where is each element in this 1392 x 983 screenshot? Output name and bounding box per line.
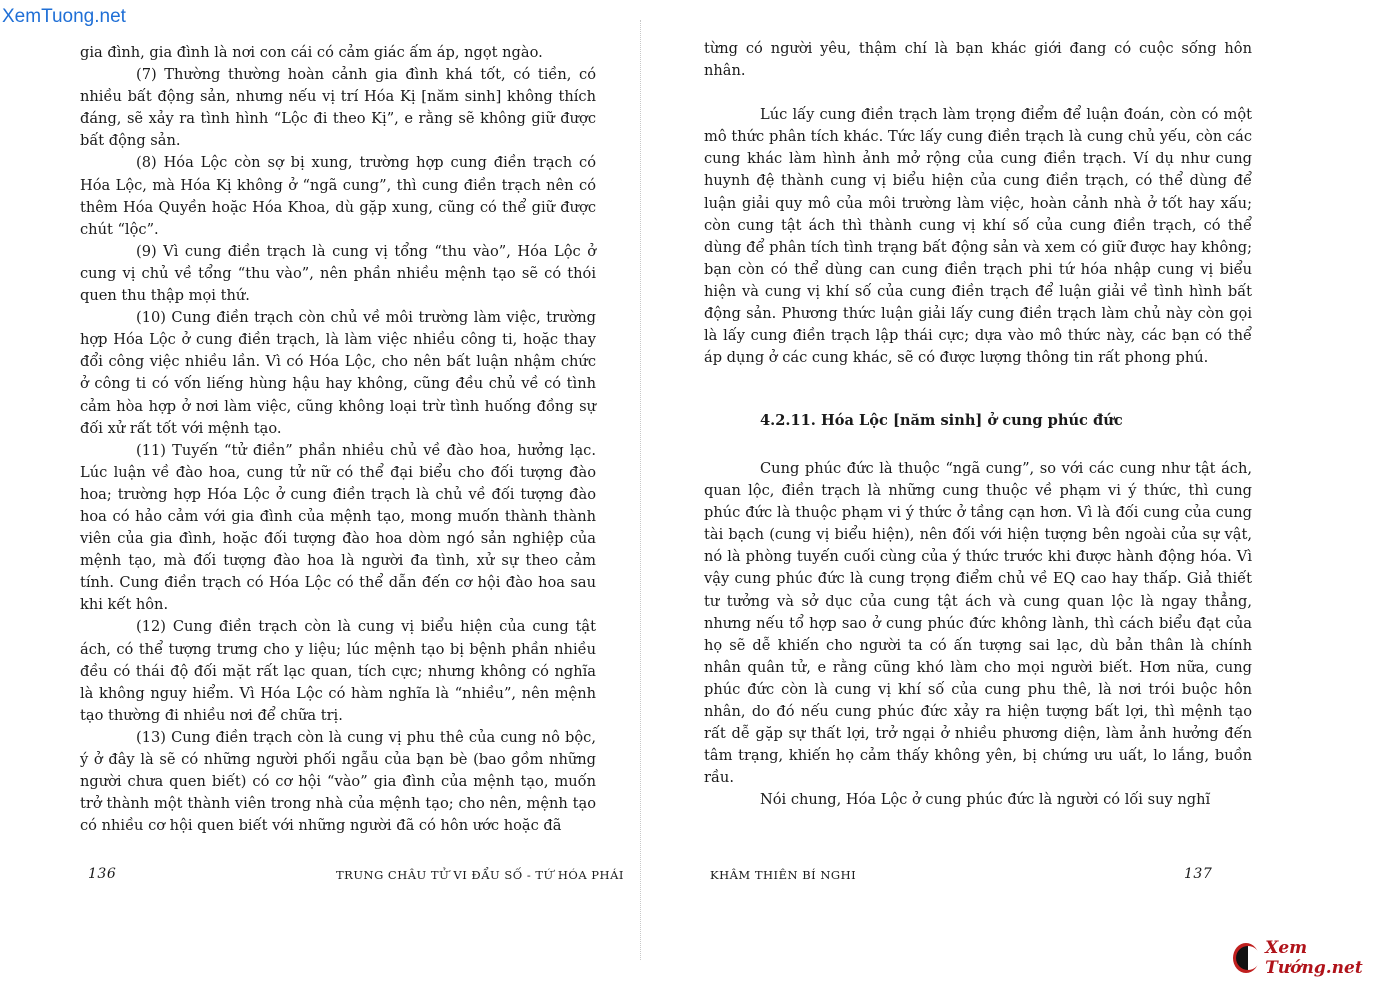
paragraph: từng có người yêu, thậm chí là bạn khác giới đang có cuộc sống hôn nhân. <box>704 40 1252 80</box>
paragraph: Nói chung, Hóa Lộc ở cung phúc đức là người có lối suy nghĩ <box>760 791 1211 809</box>
watermark-logo <box>1233 938 1392 978</box>
paragraph: (13) Cung điền trạch còn là cung vị phu thê của cung nô bộc, ý ở đây là sẽ có những người phối ngẫu của bạn bè (bao gồm những người chưa quen biết) có cơ hội “vào” gia đình của mệnh tạo, muốn trở thành một thành viên trong nhà của mệnh tạo; cho nên, mệnh tạo có nhiều cơ hội quen biết với những người đã có hôn ước hoặc đã <box>80 728 596 835</box>
left-page <box>0 0 640 983</box>
right-page <box>640 0 1392 983</box>
right-page-body-top <box>704 38 1252 369</box>
paragraph: (10) Cung điền trạch còn chủ về môi trường làm việc, trường hợp Hóa Lộc ở cung điền trạch, là làm việc nhiều công ti, hoặc thay đổi công việc nhiều lần. Vì có Hóa Lộc, cho nên bất luận nhậm chức ở công ti có vốn liếng hùng hậu hay không, cũng đều chủ về có tình cảm hòa hợp ở nơi làm việc, cũng không loại trừ tình huống đồng sự đối xử rất tốt với mệnh tạo. <box>80 309 596 437</box>
paragraph: Lúc lấy cung điền trạch làm trọng điểm để luận đoán, còn có một mô thức phân tích khác. Tức lấy cung điền trạch là cung chủ yếu, còn các cung khác làm hình ảnh mở rộng của cung điền trạch. Ví dụ như cung huynh đệ thành cung vị biểu hiện của cung điền trạch, có thể dùng để luận giải quy mô của môi trường làm việc, hoàn cảnh nhà ở tốt hay xấu; còn cung tật ách thì thành cung vị khí số của cung điền trạch, có thể dùng để phân tích tình trạng bất động sản và xem có giữ được hay không; bạn còn có thể dùng can cung điền trạch phi tứ hóa nhập cung vị biểu hiện và cung vị khí số của cung điền trạch để luận giải về tình hình bất động sản. Phương thức luận giải lấy cung điền trạch làm chủ này còn gọi là lấy cung điền trạch lập thái cực; dựa vào mô thức này, các bạn có thể áp dụng ở các cung khác, sẽ có được lượng thông tin rất phong phú. <box>704 106 1252 367</box>
paragraph: (9) Vì cung điền trạch là cung vị tổng “thu vào”, Hóa Lộc ở cung vị chủ về tổng “thu vào”, nên phần nhiều mệnh tạo sẽ có thói quen thu thập mọi thứ. <box>80 242 596 305</box>
paragraph: (12) Cung điền trạch còn là cung vị biểu hiện của cung tật ách, có thể tượng trưng cho y liệu; lúc mệnh tạo bị bệnh phần nhiều đều có thái độ đối mặt rất lạc quan, tích cực; nhưng không có nghĩa là không nguy hiểm. Vì Hóa Lộc có hàm nghĩa là “nhiều”, nên mệnh tạo thường đi nhiều nơi để chữa trị. <box>80 618 596 724</box>
left-page-body <box>80 42 596 837</box>
right-page-body-bottom <box>704 458 1252 812</box>
running-footer: KHÂM THIÊN BÍ NGHI <box>710 868 857 882</box>
watermark-logo-text: Xem Tướng.net <box>1265 938 1363 978</box>
page-number: 136 <box>88 866 117 882</box>
section-heading: 4.2.11. Hóa Lộc [năm sinh] ở cung phúc đức <box>760 412 1123 429</box>
paragraph: (8) Hóa Lộc còn sợ bị xung, trường hợp cung điền trạch có Hóa Lộc, mà Hóa Kị không ở “ngã cung”, thì cung điền trạch nên có thêm Hóa Quyền hoặc Hóa Khoa, dù gặp xung, cũng có thể giữ được chút “lộc”. <box>80 154 596 238</box>
paragraph: Cung phúc đức là thuộc “ngã cung”, so với các cung như tật ách, quan lộc, điền trạch là những cung thuộc về phạm vi ý thức, thì cung phúc đức là thuộc phạm vi ý thức ở tầng cạn hơn. Vì là đối cung của cung tài bạch (cung vị biểu hiện), nên đối với hiện tượng bên ngoài của sự vật, nó là phòng tuyến cuối cùng của ý thức trước khi được hành động hóa. Vì vậy cung phúc đức là cung trọng điểm chủ về EQ cao hay thấp. Giả thiết tư tưởng và sở dục của cung tật ách và cung quan lộc là ngay thẳng, nhưng nếu tổ hợp sao ở cung phúc đức không lành, thì cách biểu đạt của họ sẽ dễ khiến cho người ta có ấn tượng sai lạc, dù bản thân là chính nhân quân tử, e rằng cũng khó làm cho mọi người biết. Hơn nữa, cung phúc đức còn là cung vị khí số của cung phu thê, là nơi trói buộc hôn nhân, do đó nếu cung phúc đức xảy ra hiện tượng bất lợi, thì mệnh tạo rất dễ gặp sự thất lợi, trở ngại ở nhiều phương diện, làm ảnh hưởng đến tâm trạng, khiến họ cảm thấy không yên, bị chứng ưu uất, lo lắng, buồn rầu. <box>704 460 1252 787</box>
watermark-top: XemTuong.net <box>2 6 126 27</box>
paragraph: gia đình, gia đình là nơi con cái có cảm giác ấm áp, ngọt ngào. <box>80 44 543 61</box>
paragraph: (11) Tuyến “tử điền” phần nhiều chủ về đào hoa, hưởng lạc. Lúc luận về đào hoa, cung tử nữ có thể đại biểu cho đối tượng đào hoa; trường hợp Hóa Lộc ở cung điền trạch là chủ về đối tượng đào hoa có hảo cảm với gia đình của mệnh tạo, mong muốn thành thành viên của gia đình, hoặc đối tượng đào hoa dòm ngó sản nghiệp của mệnh tạo, mà đối tượng đào hoa là người đa tình, xử sự theo cảm tính. Cung điền trạch có Hóa Lộc có thể dẫn đến cơ hội đào hoa sau khi kết hôn. <box>80 441 596 614</box>
running-footer: TRUNG CHÂU TỬ VI ĐẨU SỐ - TỨ HÓA PHÁI <box>336 868 624 882</box>
paragraph: (7) Thường thường hoàn cảnh gia đình khá tốt, có tiền, có nhiều bất động sản, nhưng nếu vị trí Hóa Kị [năm sinh] không thích đáng, sẽ xảy ra tình hình “Lộc đi theo Kị”, e rằng sẽ không giữ được bất động sản. <box>80 66 596 150</box>
page-number: 137 <box>1184 866 1213 882</box>
yin-yang-icon <box>1233 943 1259 973</box>
